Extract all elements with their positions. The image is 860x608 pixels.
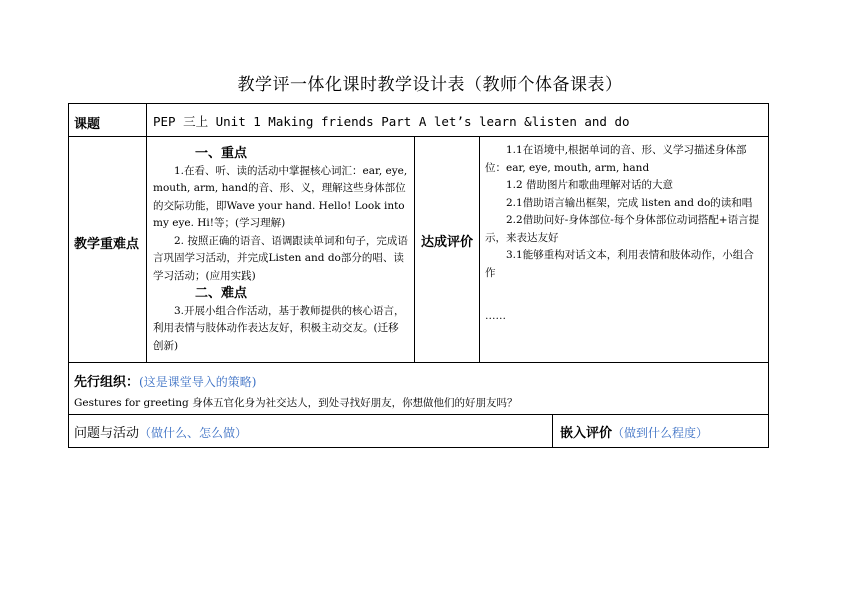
organizer-hint: (这是课堂导入的策略): [139, 375, 257, 389]
focus-content-cell: [147, 137, 415, 363]
focus-label-cell: [69, 137, 147, 363]
focus-label: 教学重难点: [74, 237, 140, 252]
eval-item: 2.1借助语言输出框架，完成 listen and do的读和唱: [506, 196, 753, 209]
topic-label-cell: [69, 104, 147, 137]
activity-label: 问题与活动: [74, 426, 140, 441]
lesson-plan-table: [68, 103, 769, 448]
topic-label: 课题: [74, 117, 101, 132]
eval-more: ……: [485, 310, 506, 322]
key-points-heading: 一、重点: [195, 146, 248, 161]
eval-label-cell: [415, 137, 480, 363]
eval-item: 3.1能够重构对话文本，利用表情和肢体动作，小组合作: [485, 249, 754, 279]
embedded-eval-header-cell: [553, 415, 768, 447]
activity-header-cell: [69, 415, 553, 447]
difficulty-1: 3.开展小组合作活动，基于教师提供的核心语言，利用表情与肢体动作表达友好，积极主动交友。(迁移创新): [153, 304, 405, 352]
embedded-eval-label: 嵌入评价: [560, 426, 613, 441]
eval-content-cell: [480, 137, 768, 363]
eval-item: 1.2 借助图片和歌曲理解对话的大意: [506, 179, 674, 191]
eval-label: 达成评价: [421, 235, 474, 250]
embedded-eval-hint: （做到什么程度）: [612, 426, 709, 440]
topic-value-cell: [147, 104, 768, 137]
page-title: 教学评一体化课时教学设计表（教师个体备课表）: [237, 75, 623, 95]
topic-value: PEP 三上 Unit 1 Making friends Part A let’s learn &listen and do: [153, 114, 630, 129]
activity-hint: （做什么、怎么做）: [139, 426, 248, 440]
organizer-label: 先行组织：: [74, 375, 140, 390]
organizer-cell: [69, 363, 768, 415]
difficulty-heading: 二、难点: [195, 286, 248, 301]
organizer-content: Gestures for greeting 身体五官化身为社交达人，到处寻找好朋友，你想做他们的好朋友吗？: [74, 397, 518, 409]
eval-item: 1.1在语境中,根据单词的音、形、义学习描述身体部位：ear, eye, mouth, arm, hand: [485, 144, 747, 174]
eval-item: 2.2借助问好-身体部位-每个身体部位动词搭配+语言提示，来表达友好: [485, 214, 760, 244]
key-point-1: 1.在看、听、读的活动中掌握核心词汇：ear, eye, mouth, arm, hand的音、形、义，理解这些身体部位的交际功能，即Wave your hand. Hello! Look into my eye. Hi!等；(学习理解): [153, 164, 408, 229]
key-point-2: 2. 按照正确的语音、语调跟读单词和句子，完成语言巩固学习活动，并完成Listen and do部分的唱、读学习活动；(应用实践): [153, 234, 408, 282]
